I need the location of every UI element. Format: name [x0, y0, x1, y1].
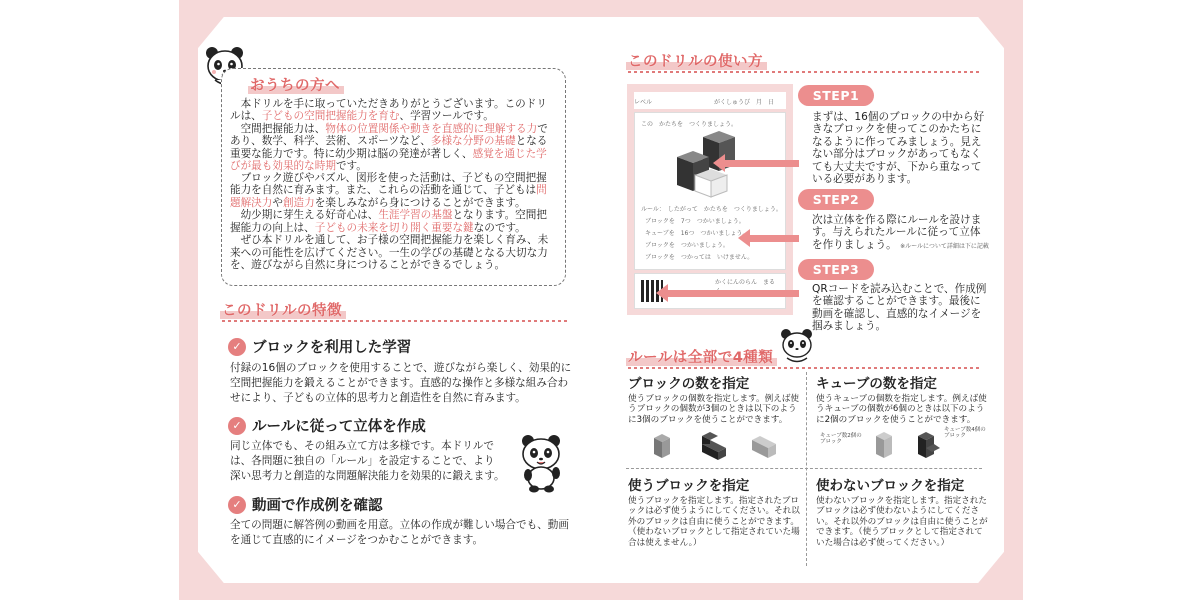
worksheet-body: この かたちを つくりましょう。 ルール： したがって かたちを つくりましょう。 ブロックを 7つ つかいましょう。 キューブを 16つ つかいましょう。 ブロックを つかいましょう。 ブロックを つかっては いけません。: [634, 112, 786, 270]
cube-examples-illustration: [872, 428, 942, 462]
feature-heading: ✓ 動画で作成例を確認: [228, 494, 383, 515]
rule-body: 使うキューブの個数を指定します。例えば使 うキューブの個数が6個のときは以下のよう に2個のブロックを使うことができます。: [816, 394, 987, 425]
check-icon: ✓: [228, 496, 246, 514]
howto-title: このドリルの使い方: [628, 50, 763, 71]
intro-line: ブロック遊びやパズル、図形を使った活動は、子どもの空間把握: [230, 172, 547, 184]
step1-badge: STEP1: [798, 85, 874, 106]
intro-line: ルは、子どもの空間把握能力を育む、学習ツールです。: [230, 110, 494, 122]
rule-heading: ブロックの数を指定: [628, 376, 750, 392]
worksheet-header: レベル がくしゅうび 月 日: [634, 92, 786, 109]
step3-text: QRコードを読み込むことで、作成例 を確認することができます。最後に 動画を確認し、直感的なイメージを 掴みましょう。: [812, 283, 987, 333]
features-title: このドリルの特徴: [222, 299, 342, 320]
rules-title-underline: [628, 367, 982, 369]
intro-line: 題解決力や創造力を楽しみながら身につけることができます。: [230, 197, 526, 209]
intro-line: 幼少期に芽生える好奇心は、生涯学習の基盤となります。空間把: [230, 209, 547, 221]
block-examples-illustration: [650, 430, 780, 462]
intro-title: おうちの方へ: [250, 74, 340, 95]
intro-line: 本ドリルを手に取っていただきありがとうございます。このドリ: [230, 98, 547, 110]
intro-line: を、遊びながら自然に身につけることができるでしょう。: [230, 259, 506, 271]
cube-label: キューブ数2個の ブロック: [820, 433, 862, 445]
cube-label: キューブ数4個の ブロック: [944, 427, 986, 439]
intro-line: 能力を自然に育みます。また、これらの活動を通じて、子どもは問: [230, 184, 547, 196]
rule-heading: 使うブロックを指定: [628, 478, 750, 494]
step2-text: 次は立体を作る際にルールを設けま す。与えられたルールに従って立体 を作りましょう。 ※ルールについて詳細は下に記載: [812, 214, 989, 251]
feature-heading: ✓ ルールに従って立体を作成: [228, 415, 426, 436]
check-icon: ✓: [228, 338, 246, 356]
panda-mascot-icon: [516, 433, 568, 493]
intro-line: ぜひ本ドリルを通して、お子様の空間把握能力を楽しく育み、未: [230, 234, 549, 246]
feature-body: 同じ立体でも、その組み立て方は多様です。本ドリルで は、各問題に独自の「ルール」を設定することで、より 深い思考力と創造的な問題解決能力を効果的に鍛えます。: [230, 440, 505, 482]
intro-line: 来への可能性を広げてください。一生の学びの基礎となる大切な力: [230, 247, 548, 259]
panda-mascot-icon: [779, 327, 815, 365]
step2-badge: STEP2: [798, 189, 874, 210]
step3-badge: STEP3: [798, 259, 874, 280]
feature-body: 全ての問題に解答例の動画を用意。立体の作成が難しい場合でも、動画 を通じて直感的にイメージをつかむことができます。: [230, 519, 569, 546]
feature-body: 付録の16個のブロックを使用することで、遊びながら楽しく、効果的に 空間把握能力を鍛えることができます。直感的な操作と多様な組み合わ せにより、子どもの立体的思考力と創造性を自然に育みます。: [230, 362, 572, 404]
rule-body: 使うブロックを指定します。指定されたブロ ックは必ず使うようにしてください。それ以 外のブロックは自由に使うことができます。 （使わないブロックとして指定されていた場 合は使えません。）: [628, 496, 800, 548]
step2-arrow: [738, 232, 799, 244]
feature-heading: ✓ ブロックを利用した学習: [228, 336, 411, 357]
intro-line: 握能力の向上は、子どもの未来を切り開く重要な鍵なのです。: [230, 222, 526, 234]
step1-arrow: [713, 157, 799, 169]
features-title-underline: [222, 320, 567, 322]
rule-heading: 使わないブロックを指定: [816, 478, 965, 494]
intro-line: 重要な能力です。特に幼少期は脳の発達が著しく、感覚を通じた学: [230, 148, 547, 160]
intro-line: 空間把握能力は、物体の位置関係や動きを直感的に理解する力で: [230, 123, 548, 135]
rule-body: 使うブロックの個数を指定します。例えば使 うブロックの個数が3個のときは以下のよう に3個のブロックを使うことができます。: [628, 394, 800, 425]
howto-title-underline: [628, 71, 982, 73]
check-icon: ✓: [228, 417, 246, 435]
rules-divider-vertical: [806, 372, 807, 566]
intro-line: あり、数学、科学、芸術、スポーツなど、多様な分野の基礎となる: [230, 135, 548, 147]
step3-arrow: [656, 287, 799, 299]
rule-heading: キューブの数を指定: [816, 376, 937, 392]
rules-title: ルールは全部で4種類: [628, 346, 773, 367]
intro-line: びが最も効果的な時期です。: [230, 160, 367, 172]
worksheet-footer: かくにんのらん まる: [634, 273, 786, 309]
step1-text: まずは、16個のブロックの中から好 きなブロックを使ってこのかたちに なるように作ってみましょう。見え ない部分はブロックがあってもなく ても大丈夫ですが、下から重なって いる必要があります。: [812, 111, 985, 186]
rules-divider-horizontal: [626, 468, 982, 469]
rule-body: 使わないブロックを指定します。指定された ブロックは必ず使わないようにしてくださ い。それ以外のブロックは自由に使うことが できます。（使うブロックとして指定されて いた場合は必ず使ってください。）: [816, 496, 988, 548]
